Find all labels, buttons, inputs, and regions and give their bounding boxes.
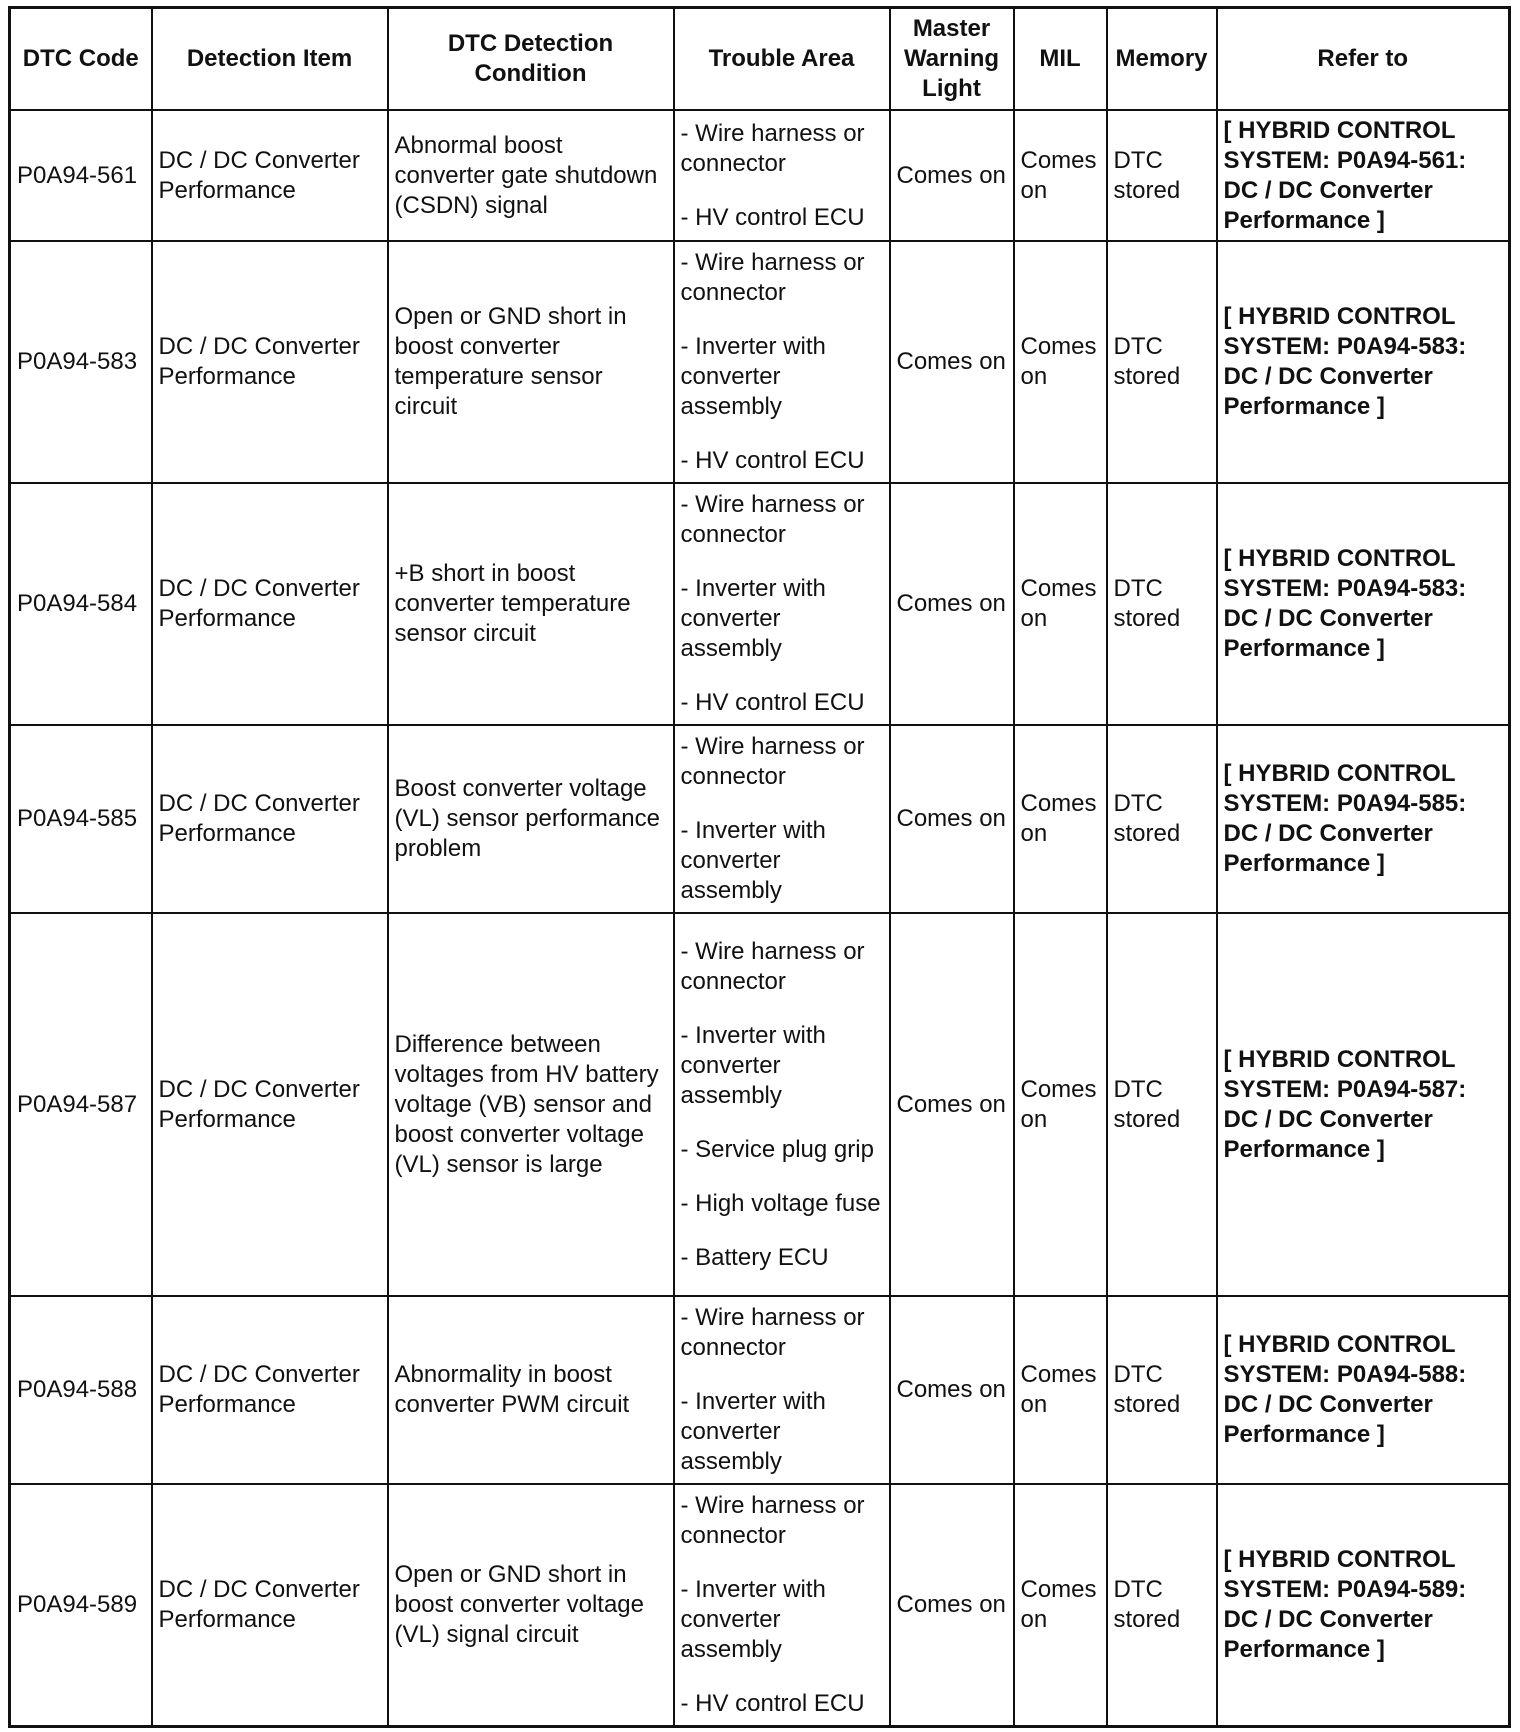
master-warning-cell: Comes on [890,483,1014,725]
trouble-area-cell [674,913,890,1296]
trouble-area-cell [674,725,890,913]
dtc-code-cell: P0A94-583 [10,241,152,483]
header-master-warning-light: Master Warning Light [890,8,1014,111]
header-trouble-area: Trouble Area [674,8,890,111]
document-page [8,6,1508,1722]
trouble-area-cell [674,483,890,725]
master-warning-cell: Comes on [890,1484,1014,1726]
table-row [10,725,1510,913]
detection-item-cell: DC / DC Converter Performance [152,483,388,725]
dtc-code-cell: P0A94-561 [10,110,152,241]
refer-to-link[interactable]: [ HYBRID CONTROL SYSTEM: P0A94-585: DC / DC Converter Performance ] [1217,725,1510,913]
memory-cell: DTC stored [1107,241,1217,483]
memory-cell: DTC stored [1107,1484,1217,1726]
master-warning-cell: Comes on [890,241,1014,483]
table-row [10,241,1510,483]
dtc-code-cell: P0A94-585 [10,725,152,913]
trouble-area-item: - Wire harness or connector [680,937,865,995]
trouble-area-item: - Service plug grip [680,1135,874,1163]
refer-to-link[interactable]: [ HYBRID CONTROL SYSTEM: P0A94-561: DC / DC Converter Performance ] [1217,110,1510,241]
trouble-area-cell [674,1484,890,1726]
trouble-area-item: - Wire harness or connector [680,1304,865,1361]
trouble-area-item: - HV control ECU [680,689,865,716]
table-row [10,110,1510,241]
table-row [10,1484,1510,1726]
memory-cell: DTC stored [1107,913,1217,1296]
header-dtc-code: DTC Code [10,8,152,111]
refer-to-link[interactable]: [ HYBRID CONTROL SYSTEM: P0A94-583: DC / DC Converter Performance ] [1217,483,1510,725]
trouble-area-item: - HV control ECU [680,447,865,474]
dtc-code-cell: P0A94-588 [10,1296,152,1484]
memory-cell: DTC stored [1107,110,1217,241]
detection-condition-cell: Open or GND short in boost converter voltage (VL) signal circuit [388,1484,674,1726]
mil-cell: Comes on [1014,913,1107,1296]
table-header-row [10,8,1510,111]
trouble-area-item: - HV control ECU [680,203,865,231]
memory-cell: DTC stored [1107,483,1217,725]
detection-condition-cell: Difference between voltages from HV battery voltage (VB) sensor and boost converter voltage (VL) sensor is large [388,913,674,1296]
trouble-area-item: - Inverter with converter assembly [680,817,826,904]
master-warning-cell: Comes on [890,725,1014,913]
dtc-table [8,6,1511,1728]
mil-cell: Comes on [1014,1484,1107,1726]
trouble-area-item: - Inverter with converter assembly [680,1021,826,1109]
refer-to-link[interactable]: [ HYBRID CONTROL SYSTEM: P0A94-583: DC / DC Converter Performance ] [1217,241,1510,483]
header-memory: Memory [1107,8,1217,111]
master-warning-cell: Comes on [890,110,1014,241]
trouble-area-item: - Inverter with converter assembly [680,333,826,420]
table-row [10,1296,1510,1484]
trouble-area-item: - Inverter with converter assembly [680,1575,826,1663]
memory-cell: DTC stored [1107,1296,1217,1484]
trouble-area-item: - Wire harness or connector [680,733,865,790]
mil-cell: Comes on [1014,110,1107,241]
trouble-area-item: - Wire harness or connector [680,1491,865,1549]
table-row [10,913,1510,1296]
dtc-code-cell: P0A94-584 [10,483,152,725]
detection-condition-cell: Abnormal boost converter gate shutdown (CSDN) signal [388,110,674,241]
trouble-area-item: - Inverter with converter assembly [680,1388,826,1475]
trouble-area-item: - Wire harness or connector [680,491,865,548]
header-detection-condition: DTC Detection Condition [388,8,674,111]
master-warning-cell: Comes on [890,1296,1014,1484]
trouble-area-cell [674,110,890,241]
mil-cell: Comes on [1014,1296,1107,1484]
trouble-area-item: - Inverter with converter assembly [680,575,826,662]
trouble-area-item: - Wire harness or connector [680,119,865,177]
header-detection-item: Detection Item [152,8,388,111]
detection-item-cell: DC / DC Converter Performance [152,1296,388,1484]
detection-condition-cell: Boost converter voltage (VL) sensor performance problem [388,725,674,913]
trouble-area-item: - HV control ECU [680,1689,865,1717]
detection-item-cell: DC / DC Converter Performance [152,913,388,1296]
table-row [10,483,1510,725]
mil-cell: Comes on [1014,483,1107,725]
trouble-area-item: - Battery ECU [680,1243,829,1271]
mil-cell: Comes on [1014,725,1107,913]
master-warning-cell: Comes on [890,913,1014,1296]
trouble-area-cell [674,1296,890,1484]
mil-cell: Comes on [1014,241,1107,483]
detection-item-cell: DC / DC Converter Performance [152,725,388,913]
refer-to-link[interactable]: [ HYBRID CONTROL SYSTEM: P0A94-588: DC / DC Converter Performance ] [1217,1296,1510,1484]
dtc-code-cell: P0A94-587 [10,913,152,1296]
dtc-code-cell: P0A94-589 [10,1484,152,1726]
detection-item-cell: DC / DC Converter Performance [152,110,388,241]
trouble-area-item: - Wire harness or connector [680,249,865,306]
header-refer-to: Refer to [1217,8,1510,111]
header-mil: MIL [1014,8,1107,111]
detection-condition-cell: +B short in boost converter temperature sensor circuit [388,483,674,725]
detection-condition-cell: Abnormality in boost converter PWM circuit [388,1296,674,1484]
refer-to-link[interactable]: [ HYBRID CONTROL SYSTEM: P0A94-589: DC / DC Converter Performance ] [1217,1484,1510,1726]
memory-cell: DTC stored [1107,725,1217,913]
refer-to-link[interactable]: [ HYBRID CONTROL SYSTEM: P0A94-587: DC / DC Converter Performance ] [1217,913,1510,1296]
detection-item-cell: DC / DC Converter Performance [152,241,388,483]
trouble-area-item: - High voltage fuse [680,1189,881,1217]
detection-condition-cell: Open or GND short in boost converter temperature sensor circuit [388,241,674,483]
trouble-area-cell [674,241,890,483]
detection-item-cell: DC / DC Converter Performance [152,1484,388,1726]
